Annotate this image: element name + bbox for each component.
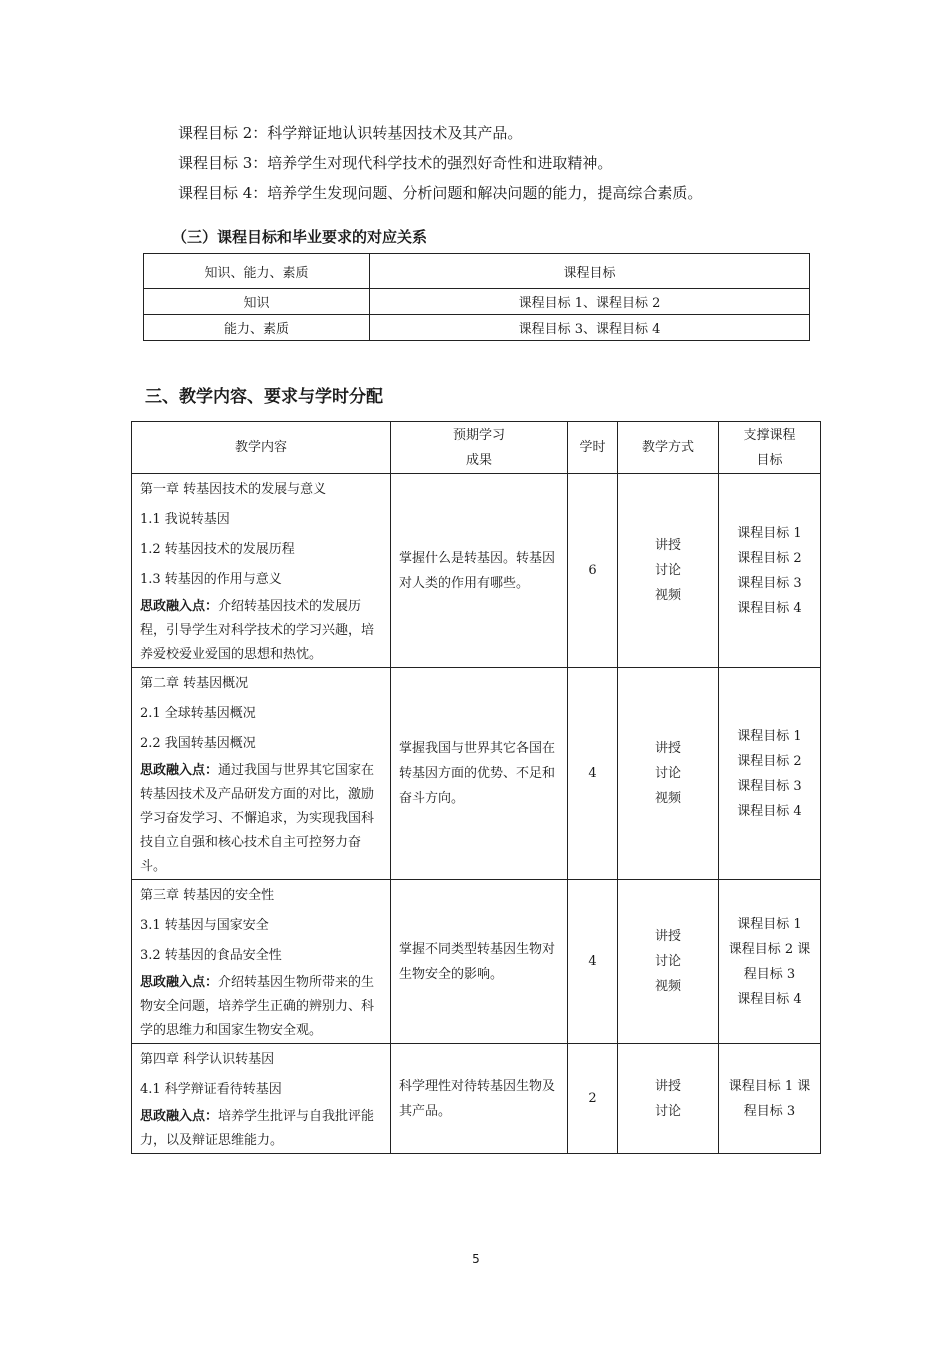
ideology-label: 思政融入点：: [140, 975, 219, 990]
ideology-note: [140, 759, 384, 879]
method-cell: 讲授 讨论 视频: [618, 474, 719, 668]
chapter-item: 1.2 转基因技术的发展历程: [140, 542, 295, 557]
method-cell: 讲授 讨论 视频: [618, 668, 719, 880]
expected-outcome: 掌握不同类型转基因生物对生物安全的影响。: [391, 880, 568, 1044]
hours-cell: 4: [568, 668, 618, 880]
table-row: [144, 315, 810, 341]
chapter-item: 2.1 全球转基因概况: [140, 706, 256, 721]
header-cell: 课程目标: [370, 254, 810, 289]
chapter-content: [132, 1044, 391, 1154]
table-cell: 课程目标 1、课程目标 2: [370, 289, 810, 315]
chapter-title: 第一章 转基因技术的发展与意义: [140, 482, 327, 497]
ideology-note: [140, 1105, 384, 1153]
chapter-item: 1.1 我说转基因: [140, 512, 230, 527]
chapter-item: 3.1 转基因与国家安全: [140, 918, 269, 933]
page-number: 5: [472, 1252, 480, 1266]
hours-cell: 2: [568, 1044, 618, 1154]
header-outcome: 预期学习 成果: [391, 422, 568, 474]
table-header-row: [144, 254, 810, 289]
ideology-label: 思政融入点：: [140, 599, 219, 614]
expected-outcome: 科学理性对待转基因生物及其产品。: [391, 1044, 568, 1154]
header-method: 教学方式: [618, 422, 719, 474]
chapter-item: 3.2 转基因的食品安全性: [140, 948, 282, 963]
header-hours: 学时: [568, 422, 618, 474]
hours-cell: 4: [568, 880, 618, 1044]
ideology-text: 通过我国与世界其它国家在转基因技术及产品研发方面的对比，激励学习奋发学习、不懈追求，为实现我国科技自立自强和核心技术自主可控努力奋斗。: [140, 763, 375, 874]
mapping-heading: （三）课程目标和毕业要求的对应关系: [172, 228, 428, 246]
header-cell: 知识、能力、素质: [144, 254, 370, 289]
goal-line: 课程目标 3：培养学生对现代科学技术的强烈好奇性和进取精神。: [178, 154, 613, 172]
mapping-table: [143, 253, 810, 341]
expected-outcome: 掌握我国与世界其它各国在转基因方面的优势、不足和奋斗方向。: [391, 668, 568, 880]
chapter-content: [132, 880, 391, 1044]
ideology-note: [140, 971, 384, 1043]
support-goals-cell: 课程目标 1 课 程目标 3: [719, 1044, 821, 1154]
course-goals-list: [178, 118, 702, 208]
table-row: [132, 880, 821, 1044]
support-goals-cell: 课程目标 1 课程目标 2 课程目标 3 课程目标 4: [719, 668, 821, 880]
goal-line: 课程目标 2：科学辩证地认识转基因技术及其产品。: [178, 124, 523, 142]
section-heading: 三、教学内容、要求与学时分配: [145, 387, 383, 407]
header-content: 教学内容: [132, 422, 391, 474]
table-row: [132, 668, 821, 880]
chapter-item: 1.3 转基因的作用与意义: [140, 572, 282, 587]
chapter-title: 第三章 转基因的安全性: [140, 888, 275, 903]
chapter-title: 第二章 转基因概况: [140, 676, 249, 691]
chapter-title: 第四章 科学认识转基因: [140, 1052, 275, 1067]
table-header-row: [132, 422, 821, 474]
ideology-text: 介绍转基因技术的发展历程，引导学生对科学技术的学习兴趣，培养爱校爱业爱国的思想和热忱。: [140, 599, 375, 662]
ideology-label: 思政融入点：: [140, 1109, 219, 1124]
chapter-content: [132, 474, 391, 668]
table-cell: 知识: [144, 289, 370, 315]
ideology-note: [140, 595, 384, 667]
table-row: [144, 289, 810, 315]
method-cell: 讲授 讨论: [618, 1044, 719, 1154]
hours-cell: 6: [568, 474, 618, 668]
chapter-item: 2.2 我国转基因概况: [140, 736, 256, 751]
ideology-text: 培养学生批评与自我批评能力，以及辩证思维能力。: [140, 1109, 375, 1148]
table-row: [132, 1044, 821, 1154]
chapter-item: 4.1 科学辩证看待转基因: [140, 1082, 282, 1097]
table-row: [132, 474, 821, 668]
header-support-goals: 支撑课程 目标: [719, 422, 821, 474]
chapter-content: [132, 668, 391, 880]
support-goals-cell: 课程目标 1 课程目标 2 课程目标 3 课程目标 4: [719, 474, 821, 668]
expected-outcome: 掌握什么是转基因。转基因对人类的作用有哪些。: [391, 474, 568, 668]
goal-line: 课程目标 4：培养学生发现问题、分析问题和解决问题的能力，提高综合素质。: [178, 184, 703, 202]
ideology-label: 思政融入点：: [140, 763, 219, 778]
teaching-content-table: [131, 421, 821, 1154]
table-cell: 能力、素质: [144, 315, 370, 341]
table-cell: 课程目标 3、课程目标 4: [370, 315, 810, 341]
ideology-text: 介绍转基因生物所带来的生物安全问题，培养学生正确的辨别力、科学的思维力和国家生物安全观。: [140, 975, 375, 1038]
method-cell: 讲授 讨论 视频: [618, 880, 719, 1044]
support-goals-cell: 课程目标 1 课程目标 2 课 程目标 3 课程目标 4: [719, 880, 821, 1044]
